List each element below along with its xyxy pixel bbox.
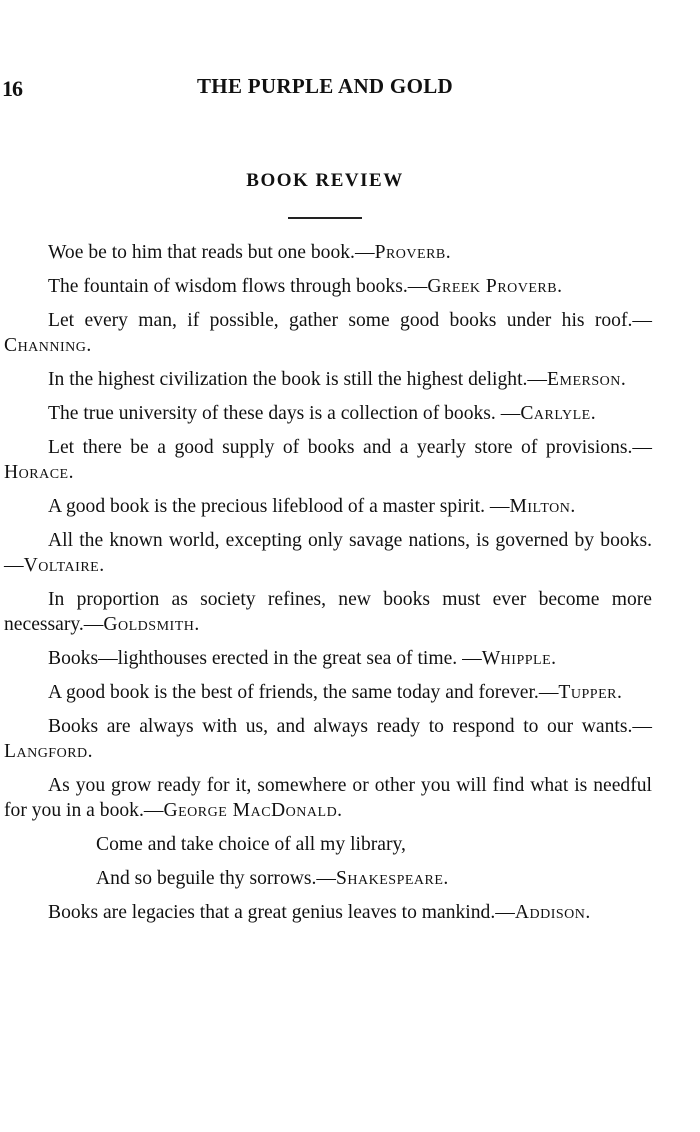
verse-text: Come and take choice of all my library, xyxy=(96,834,406,855)
quote-author: Milton. xyxy=(509,496,576,517)
quote-author: Channing. xyxy=(4,335,92,356)
quote-author: Emerson. xyxy=(547,369,627,390)
quote-paragraph xyxy=(4,367,652,392)
quote-author: George MacDonald. xyxy=(163,800,343,821)
page-number: 16 xyxy=(2,76,22,101)
quote-text: Let there be a good supply of books and a yearly store of provisions.— xyxy=(48,437,652,458)
quote-paragraph xyxy=(4,435,652,485)
quote-author: Voltaire. xyxy=(23,555,105,576)
quote-text: A good book is the precious lifeblood of a master spirit. — xyxy=(48,496,510,517)
verse-line xyxy=(4,866,652,891)
quote-paragraph xyxy=(4,528,652,578)
quote-author: Addison. xyxy=(514,902,591,923)
quote-paragraph xyxy=(4,587,652,637)
quote-author: Langford. xyxy=(4,741,94,762)
quote-text: Let every man, if possible, gather some good books under his roof.— xyxy=(48,310,652,331)
quote-author: Proverb. xyxy=(374,242,452,263)
quote-list xyxy=(4,240,652,934)
quote-text: Books—lighthouses erected in the great sea of time. — xyxy=(48,648,482,669)
quote-paragraph xyxy=(4,308,652,358)
quote-text: A good book is the best of friends, the same today and forever.— xyxy=(48,682,559,703)
quote-text: Books are legacies that a great genius leaves to mankind.— xyxy=(48,902,515,923)
quote-text: The true university of these days is a collection of books. — xyxy=(48,403,521,424)
quote-author: Greek Proverb. xyxy=(427,276,563,297)
quote-text: All the known world, excepting only savage nations, is governed by books.— xyxy=(4,530,652,576)
quote-text: As you grow ready for it, somewhere or other you will find what is needful for you in a book.— xyxy=(4,775,652,821)
running-header xyxy=(0,72,700,102)
quote-paragraph xyxy=(4,714,652,764)
quote-author: Tupper. xyxy=(558,682,623,703)
quote-paragraph xyxy=(4,494,652,519)
quote-text: In proportion as society refines, new books must ever become more necessary.— xyxy=(4,589,652,635)
quote-paragraph xyxy=(4,900,652,925)
quote-text: In the highest civilization the book is still the highest delight.— xyxy=(48,369,548,390)
quote-paragraph xyxy=(4,401,652,426)
quote-paragraph xyxy=(4,274,652,299)
quote-text: The fountain of wisdom flows through books.— xyxy=(48,276,428,297)
journal-title: THE PURPLE AND GOLD xyxy=(197,74,453,98)
verse-line xyxy=(4,832,652,857)
quote-text: Books are always with us, and always ready to respond to our wants.— xyxy=(48,716,652,737)
quote-author: Whipple. xyxy=(481,648,557,669)
quote-author: Horace. xyxy=(4,462,74,483)
quote-paragraph xyxy=(4,646,652,671)
quote-paragraph xyxy=(4,773,652,823)
quote-text: Woe be to him that reads but one book.— xyxy=(48,242,375,263)
quote-paragraph xyxy=(4,680,652,705)
quote-author: Carlyle. xyxy=(520,403,597,424)
verse-text: And so beguile thy sorrows.— xyxy=(96,868,337,889)
quote-author: Shakespeare. xyxy=(336,868,449,889)
section-title: BOOK REVIEW xyxy=(246,170,404,191)
title-rule xyxy=(288,217,362,219)
quote-author: Goldsmith. xyxy=(103,614,200,635)
quote-paragraph xyxy=(4,240,652,265)
